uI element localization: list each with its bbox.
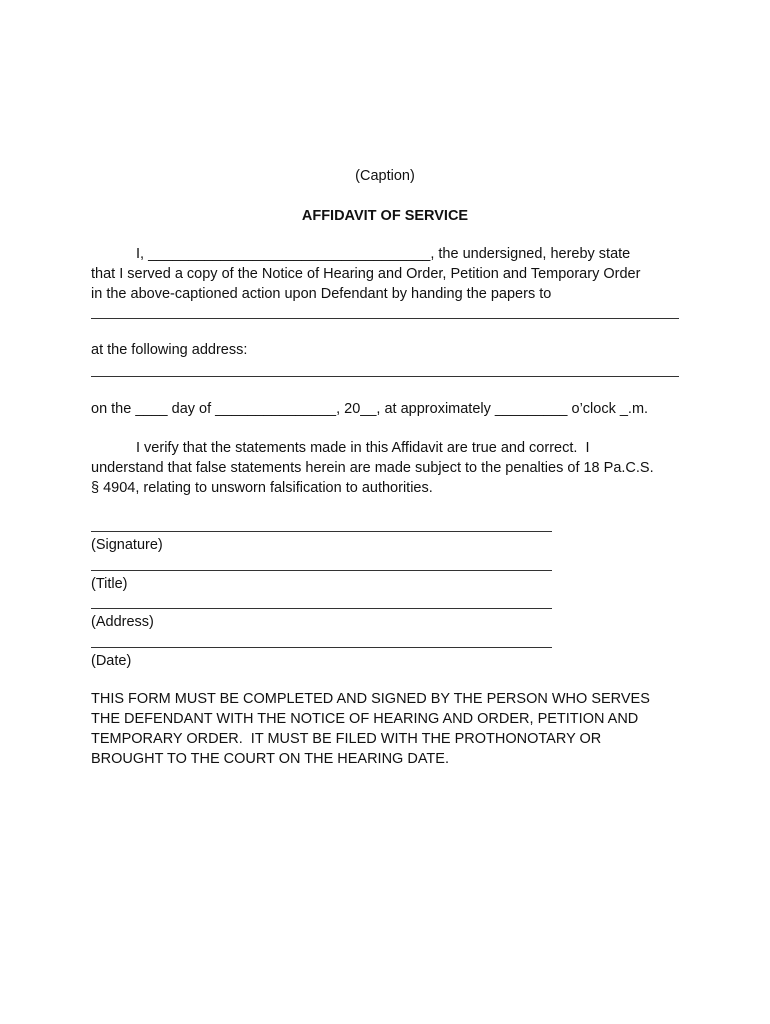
notice-line-1: THIS FORM MUST BE COMPLETED AND SIGNED BY THE PERSON WHO SERVES <box>91 691 650 707</box>
statement-line-1: I, ___________________________________, the undersigned, hereby state <box>136 246 631 262</box>
verification-line-2: understand that false statements herein are made subject to the penalties of 18 Pa.C.S. <box>91 460 654 476</box>
filing-notice <box>91 689 681 769</box>
service-statement <box>91 244 681 304</box>
signer-address-line[interactable] <box>91 608 552 609</box>
signature-label: (Signature) <box>91 537 163 553</box>
address-label: at the following address: <box>91 342 248 358</box>
signature-line[interactable] <box>91 531 552 532</box>
service-date-line: on the ____ day of _______________, 20__, at approximately _________ o’clock _.m. <box>91 401 649 417</box>
notice-line-2: THE DEFENDANT WITH THE NOTICE OF HEARING AND ORDER, PETITION AND <box>91 711 639 727</box>
notice-line-3: TEMPORARY ORDER. IT MUST BE FILED WITH THE PROTHONOTARY OR <box>91 731 602 747</box>
address-line[interactable] <box>91 376 679 377</box>
caption-placeholder: (Caption) <box>355 168 415 184</box>
verification-statement <box>91 438 681 498</box>
recipient-name-line[interactable] <box>91 318 679 319</box>
statement-line-2: that I served a copy of the Notice of Hearing and Order, Petition and Temporary Order <box>91 266 641 282</box>
title-line[interactable] <box>91 570 552 571</box>
date-line[interactable] <box>91 647 552 648</box>
notice-line-4: BROUGHT TO THE COURT ON THE HEARING DATE. <box>91 751 449 767</box>
document-title: AFFIDAVIT OF SERVICE <box>301 208 469 224</box>
signer-address-label: (Address) <box>91 614 154 630</box>
statement-line-3: in the above-captioned action upon Defendant by handing the papers to <box>91 286 552 302</box>
verification-line-1: I verify that the statements made in this Affidavit are true and correct. I <box>136 440 590 456</box>
title-label: (Title) <box>91 576 128 592</box>
verification-line-3: § 4904, relating to unsworn falsification to authorities. <box>91 480 433 496</box>
date-label: (Date) <box>91 653 132 669</box>
